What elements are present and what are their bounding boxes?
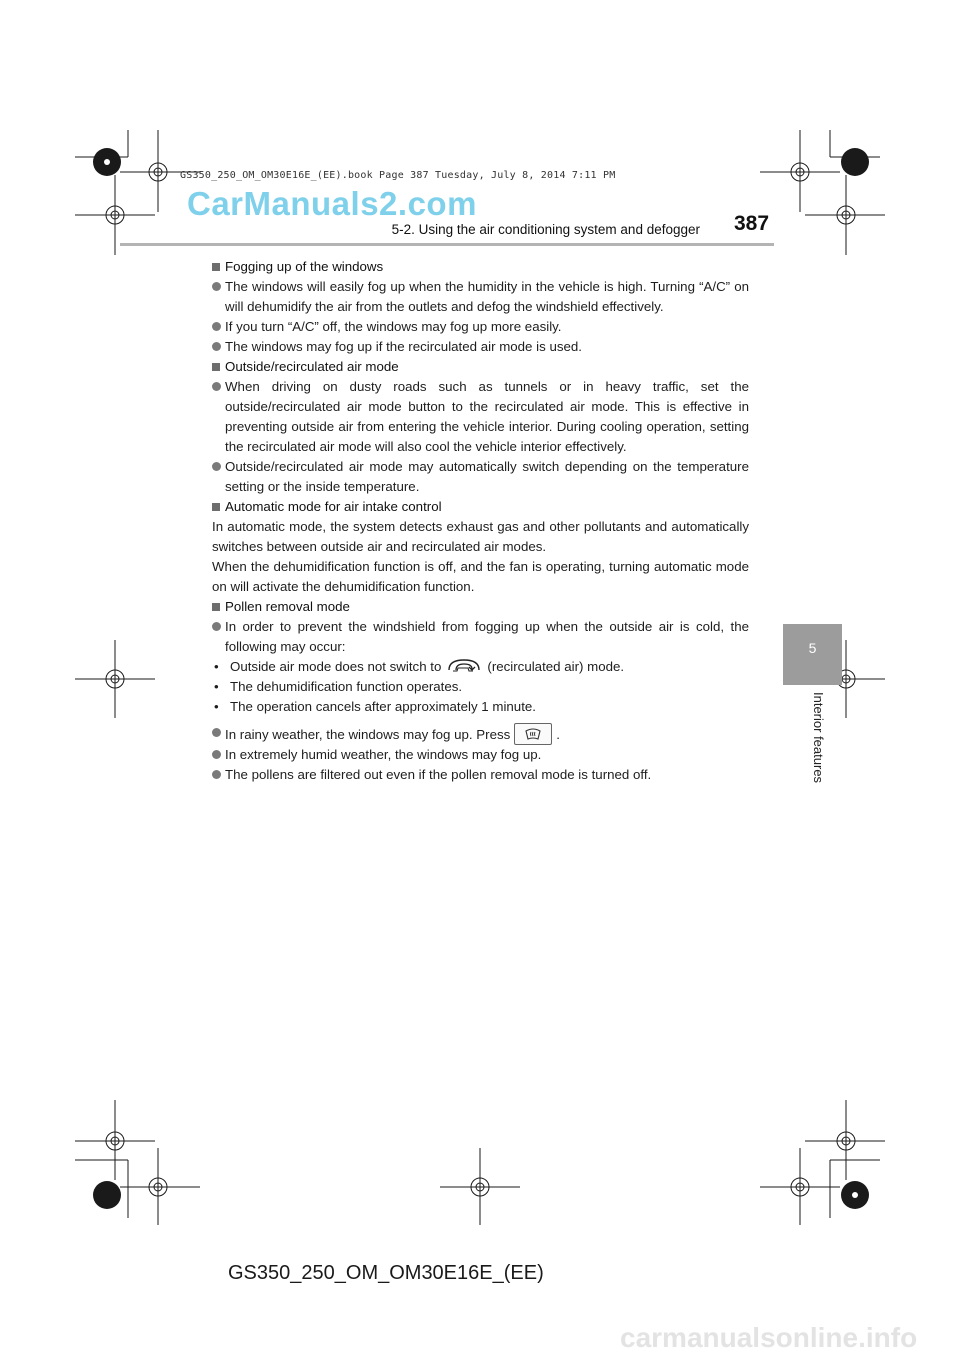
list-item: The windows will easily fog up when the humidity in the vehicle is high. Turning “A/C” on will dehumidify the air from the outlets and defog the windshield effectively.	[212, 277, 749, 317]
round-bullet-icon	[212, 322, 221, 331]
list-item: In extremely humid weather, the windows may fog up.	[212, 745, 749, 765]
watermark-logo: CarManuals2.com	[187, 185, 477, 222]
round-bullet-icon	[212, 728, 221, 737]
round-bullet-icon	[212, 342, 221, 351]
square-bullet-icon	[212, 263, 220, 271]
round-bullet-icon	[212, 750, 221, 759]
section-heading-pollen: Pollen removal mode	[212, 597, 749, 617]
square-bullet-icon	[212, 503, 220, 511]
list-item: When driving on dusty roads such as tunnels or in heavy traffic, set the outside/recirculated air mode button to the recirculated air mode. This is effective in preventing outside air from entering the vehicle interior. During cooling operation, setting the recirculated air mode will also cool the vehicle interior effectively.	[212, 377, 749, 457]
round-bullet-icon	[212, 382, 221, 391]
square-bullet-icon	[212, 603, 220, 611]
paragraph: In automatic mode, the system detects exhaust gas and other pollutants and automatically switches between outside air and recirculated air modes.	[212, 519, 749, 554]
square-bullet-icon	[212, 363, 220, 371]
section-heading-outside-recirc: Outside/recirculated air mode	[212, 357, 749, 377]
page-content	[212, 257, 749, 785]
list-item: In rainy weather, the windows may fog up. Press .	[212, 723, 749, 745]
list-item: The pollens are filtered out even if the pollen removal mode is turned off.	[212, 765, 749, 785]
list-item: In order to prevent the windshield from fogging up when the outside air is cold, the following may occur:	[212, 617, 749, 657]
sub-list-item: • Outside air mode does not switch to (recirculated air) mode.	[214, 659, 625, 674]
list-item: Outside/recirculated air mode may automatically switch depending on the temperature setting or the inside temperature.	[212, 457, 749, 497]
section-heading-fogging: Fogging up of the windows	[212, 257, 749, 277]
sub-list-item: • The dehumidification function operates.	[214, 679, 463, 694]
page-number: 387	[734, 212, 770, 235]
sub-list-item: • The operation cancels after approximately 1 minute.	[214, 699, 536, 714]
section-heading-auto-intake: Automatic mode for air intake control	[212, 497, 749, 517]
round-bullet-icon	[212, 622, 221, 631]
chapter-tab-label: Interior features	[811, 692, 826, 784]
round-bullet-icon	[212, 770, 221, 779]
recirculated-air-icon	[447, 658, 481, 674]
header-rule	[120, 243, 774, 246]
footer-document-code: GS350_250_OM_OM30E16E_(EE)	[228, 1262, 544, 1284]
round-bullet-icon	[212, 282, 221, 291]
list-item: If you turn “A/C” off, the windows may fog up more easily.	[212, 317, 749, 337]
round-bullet-icon	[212, 462, 221, 471]
chapter-tab-number: 5	[808, 640, 817, 656]
windshield-defogger-button-icon	[514, 723, 552, 745]
book-file-tag: GS350_250_OM_OM30E16E_(EE).book Page 387 Tuesday, July 8, 2014 7:11 PM	[180, 170, 616, 181]
section-header-title: 5-2. Using the air conditioning system and defogger	[391, 222, 700, 237]
list-item: The windows may fog up if the recirculated air mode is used.	[212, 337, 749, 357]
paragraph: When the dehumidification function is off, and the fan is operating, turning automatic mode on will activate the dehumidification function.	[212, 559, 749, 594]
footer-watermark: carmanualsonline.info	[620, 1322, 918, 1353]
